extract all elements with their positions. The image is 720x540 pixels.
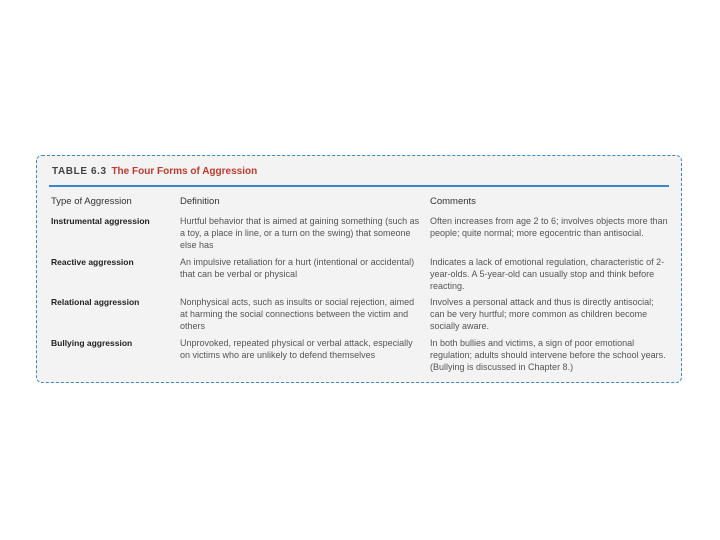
aggression-type: Relational aggression (51, 297, 140, 307)
aggression-comments: In both bullies and victims, a sign of poor emotional regulation; adults should intervene before the school years. (Bullying is discussed in Chapter 8.) (430, 338, 666, 372)
aggression-comments: Involves a personal attack and thus is directly antisocial; can be very hurtful; more common as children become socially aware. (430, 297, 654, 331)
aggression-type: Instrumental aggression (51, 216, 150, 226)
aggression-comments: Indicates a lack of emotional regulation, characteristic of 2-year-olds. A 5-year-old can usually stop and think before reacting. (430, 257, 665, 291)
column-header-comments: Comments (430, 196, 476, 207)
aggression-type: Bullying aggression (51, 338, 133, 348)
table-title: The Four Forms of Aggression (111, 166, 258, 177)
table-number: TABLE 6.3 (52, 166, 107, 177)
aggression-definition: Hurtful behavior that is aimed at gaining something (such as a toy, a place in line, or a turn on the swing) that someone else has (180, 216, 420, 250)
header-rule (49, 185, 669, 187)
aggression-definition: Nonphysical acts, such as insults or social rejection, aimed at harming the social connections between the victim and others (180, 297, 415, 331)
column-header-type: Type of Aggression (51, 196, 132, 207)
aggression-comments: Often increases from age 2 to 6; involves objects more than people; quite normal; more egocentric than antisocial. (430, 216, 668, 238)
aggression-definition: Unprovoked, repeated physical or verbal attack, especially on victims who are unlikely to defend themselves (180, 338, 413, 360)
aggression-type: Reactive aggression (51, 257, 134, 267)
column-header-definition: Definition (180, 196, 220, 207)
aggression-definition: An impulsive retaliation for a hurt (intentional or accidental) that can be verbal or physical (180, 257, 415, 279)
table-caption (52, 166, 257, 177)
table-frame (36, 155, 682, 383)
